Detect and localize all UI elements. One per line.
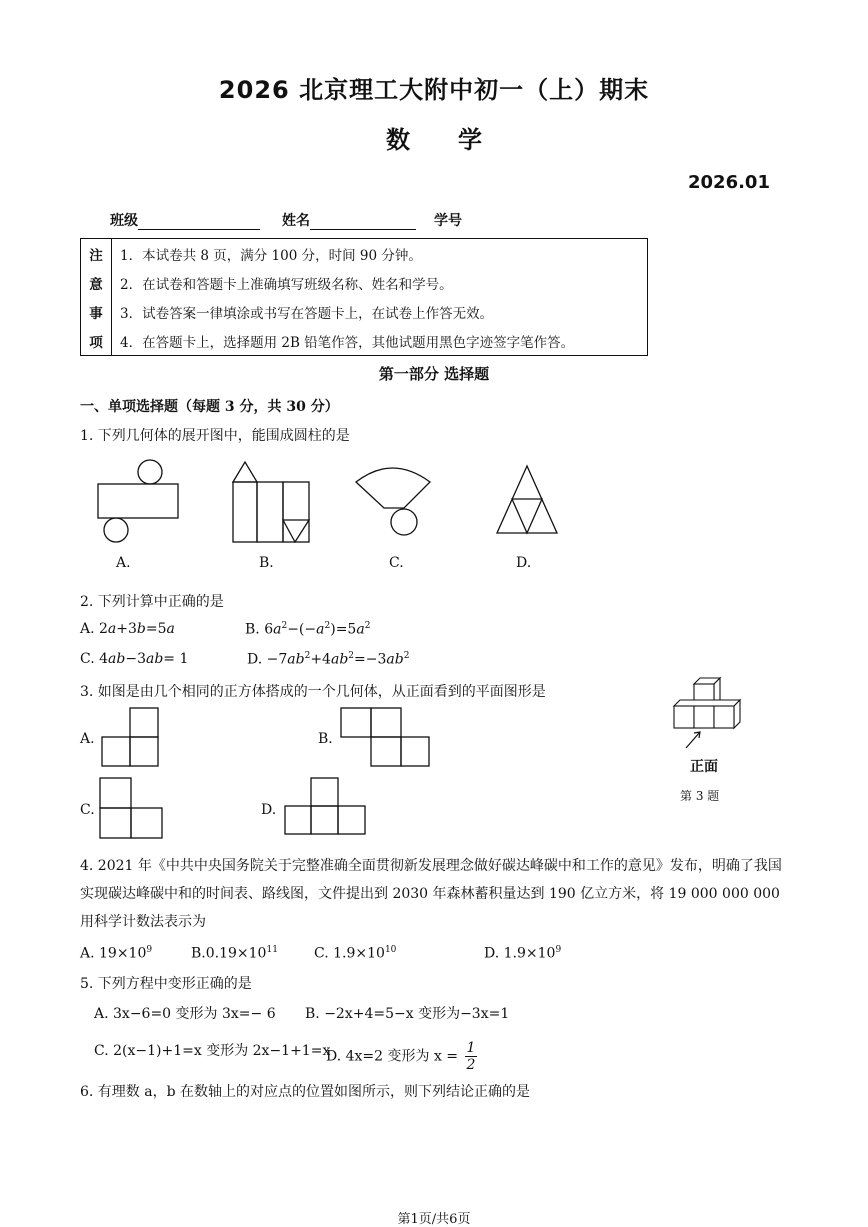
q1-option-a[interactable]: A. [116,555,131,571]
notice-label-char: 项 [81,326,112,356]
q1-figure-a [90,458,190,548]
q3-figure-d [283,776,369,838]
exam-date: 2026.01 [688,172,770,193]
q3-figure-a [100,706,162,768]
name-field [282,210,416,230]
q5-option-c[interactable]: C. 2(x−1)+1=x 变形为 2x−1+1=x [94,1043,331,1059]
q4-option-a[interactable]: A. $19\times 10^9$ [80,945,153,962]
q1-stem: 1. 下列几何体的展开图中，能围成圆柱的是 [80,428,350,444]
section-title: 一、单项选择题（每题 3 分，共 30 分） [80,399,339,415]
q5-d-numerator: 1 [466,1040,476,1056]
q3-option-b-label[interactable]: B. [318,731,333,747]
q1-figure-b [225,460,315,546]
q4-stem: 4. 2021 年《中共中央国务院关于完整准确全面贯彻新发展理念做好碳达峰碳中和工作的意见》发布，明确了我国实现碳达峰碳中和的时间表、路线图，文件提出到 2030 年森林蓄积量达到 190 亿立方米，将 19 000 000 000 用科学计数法表示为 [80,858,782,930]
q1-option-c[interactable]: C. [389,555,404,571]
q5-option-b[interactable]: B. −2x+4=5−x 变形为−3x=1 [305,1006,510,1022]
q3-front-label: 正面 [690,759,718,775]
q5-option-d[interactable]: D. 4x=2 变形为 x = $\frac{1}{2}$ [326,1040,476,1073]
q5-stem: 5. 下列方程中变形正确的是 [80,976,252,992]
class-blank[interactable] [138,215,260,230]
q1-figure-d [492,463,562,537]
q3-option-a-label[interactable]: A. [80,731,95,747]
notice-item: 3．试卷答案一律填涂或书写在答题卡上，在试卷上作答无效。 [112,297,648,326]
q2-stem: 2. 下列计算中正确的是 [80,594,224,610]
name-blank[interactable] [310,215,416,230]
q1-option-d[interactable]: D. [516,555,532,571]
q4-option-c[interactable]: C. $1.9\times 10^{10}$ [314,945,397,962]
notice-item: 4．在答题卡上，选择题用 2B 铅笔作答，其他试题用黑色字迹签字笔作答。 [112,326,648,356]
notice-label-char: 注 [81,239,112,269]
class-field [110,210,260,230]
q3-option-d-label[interactable]: D. [261,802,277,818]
q2-option-c[interactable]: C. 4ab−3ab= 1 [80,651,189,667]
q1-option-b[interactable]: B. [259,555,274,571]
q3-figure-b [339,706,433,768]
q3-figure-c [98,776,164,840]
notice-table [80,238,648,356]
q5-d-denominator: 2 [466,1057,476,1073]
q2-option-d[interactable]: D. $-7ab^2+4ab^2=-3ab^2$ [247,651,410,668]
class-label: 班级 [110,213,138,229]
id-field [434,210,462,230]
part-one-title: 第一部分 选择题 [378,365,490,383]
id-label: 学号 [434,213,462,229]
name-label: 姓名 [282,213,310,229]
q2-option-a[interactable]: A. 2a+3b=5a [80,621,175,637]
notice-label-char: 意 [81,268,112,297]
q2-option-b[interactable]: B. $6a^2-(-a^2)=5a^2$ [245,621,371,638]
q4-option-d[interactable]: D. $1.9\times 10^9$ [484,945,562,962]
q3-caption: 第 3 题 [680,789,720,803]
q1-figure-c [352,462,436,538]
notice-item: 1．本试卷共 8 页，满分 100 分，时间 90 分钟。 [112,239,648,269]
notice-item: 2．在试卷和答题卡上准确填写班级名称、姓名和学号。 [112,268,648,297]
q3-stem: 3. 如图是由几个相同的正方体搭成的一个几何体，从正面看到的平面图形是 [80,684,546,700]
q6-stem: 6. 有理数 a，b 在数轴上的对应点的位置如图所示，则下列结论正确的是 [80,1084,531,1100]
notice-label-char: 事 [81,297,112,326]
exam-title: 2026 北京理工大附中初一（上）期末 [218,76,650,104]
q3-solid-figure [668,676,742,750]
subject-title: 数 学 [386,126,482,154]
q5-option-a[interactable]: A. 3x−6=0 变形为 3x=− 6 [94,1006,276,1022]
q3-option-c-label[interactable]: C. [80,802,95,818]
page-footer: 第1页/共6页 [397,1212,471,1227]
q4-option-b[interactable]: $B.0.19\times 10^{11}$ [191,945,278,962]
